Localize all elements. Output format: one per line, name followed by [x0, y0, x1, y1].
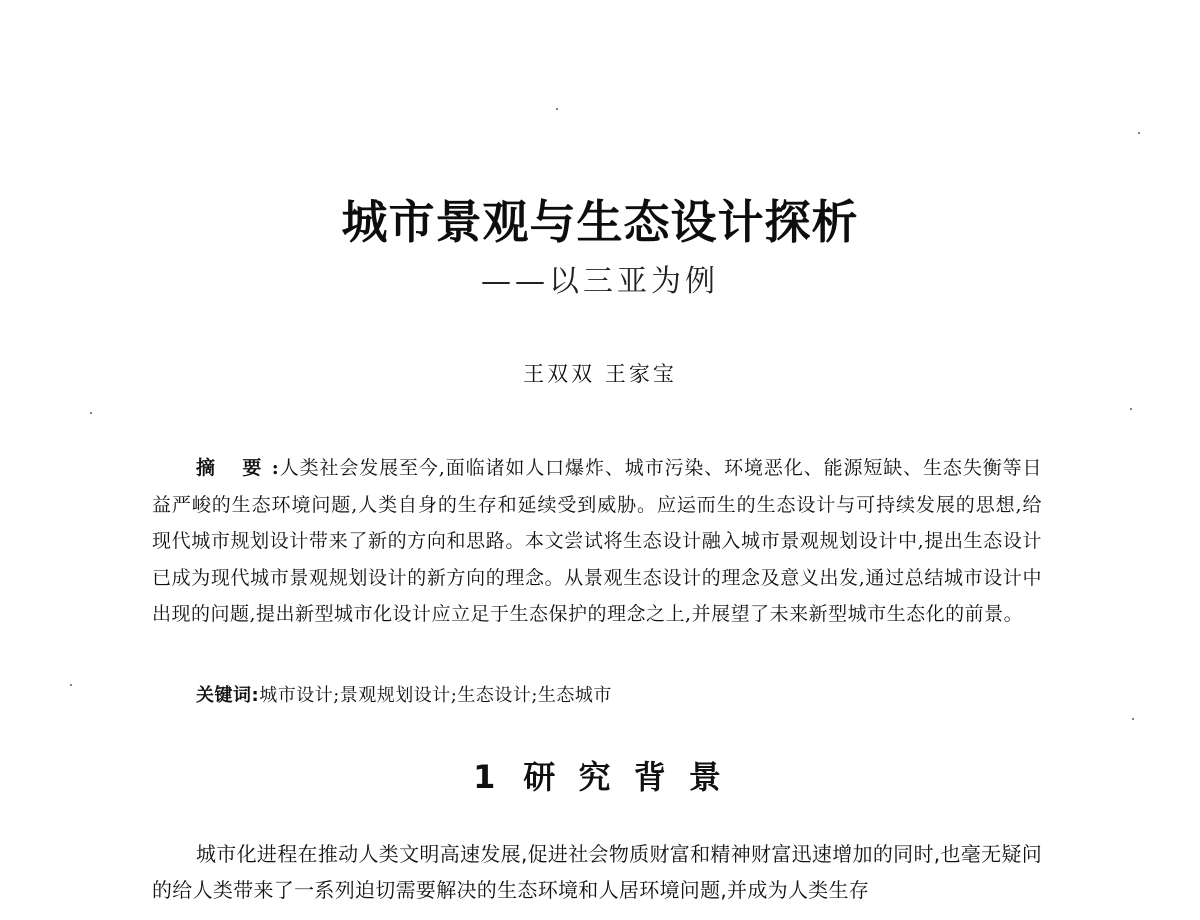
abstract-label: 摘 要 [196, 457, 272, 479]
section-number: 1 [473, 758, 502, 796]
scan-speck [90, 412, 92, 414]
section-heading [0, 752, 1200, 798]
paper-subtitle: ——以三亚为例 [481, 264, 719, 299]
keywords [196, 680, 1042, 712]
keywords-text: 城市设计;景观规划设计;生态设计;生态城市 [259, 685, 612, 706]
scan-speck [1130, 408, 1132, 410]
scan-speck [1132, 718, 1134, 720]
abstract-text: 人类社会发展至今,面临诸如人口爆炸、城市污染、环境恶化、能源短缺、生态失衡等日益严峻的生态环境问题,人类自身的生存和延续受到威胁。应运而生的生态设计与可持续发展的思想,给现代城市规划设计带来了新的方向和思路。本文尝试将生态设计融入城市景观规划设计中,提出生态设计已成为现代城市景观规划设计的新方向的理念。从景观生态设计的理念及意义出发,通过总结城市设计中出现的问题,提出新型城市化设计应立足于生态保护的理念之上,并展望了未来新型城市生态化的前景。 [152, 457, 1042, 625]
keywords-label: 关键词: [196, 685, 260, 706]
paper-authors: 王双双 王家宝 [523, 362, 677, 386]
scan-speck [1138, 132, 1140, 134]
abstract [152, 450, 1042, 633]
scan-speck [556, 108, 558, 110]
body-paragraph: 城市化进程在推动人类文明高速发展,促进社会物质财富和精神财富迅速增加的同时,也毫无疑问的给人类带来了一系列迫切需要解决的生态环境和人居环境问题,并成为人类生存 [152, 842, 1042, 902]
scan-speck [70, 684, 72, 686]
paper-title: 城市景观与生态设计探析 [341, 195, 859, 249]
abstract-label-colon: : [271, 457, 280, 479]
section-title: 研 究 背 景 [523, 758, 727, 796]
